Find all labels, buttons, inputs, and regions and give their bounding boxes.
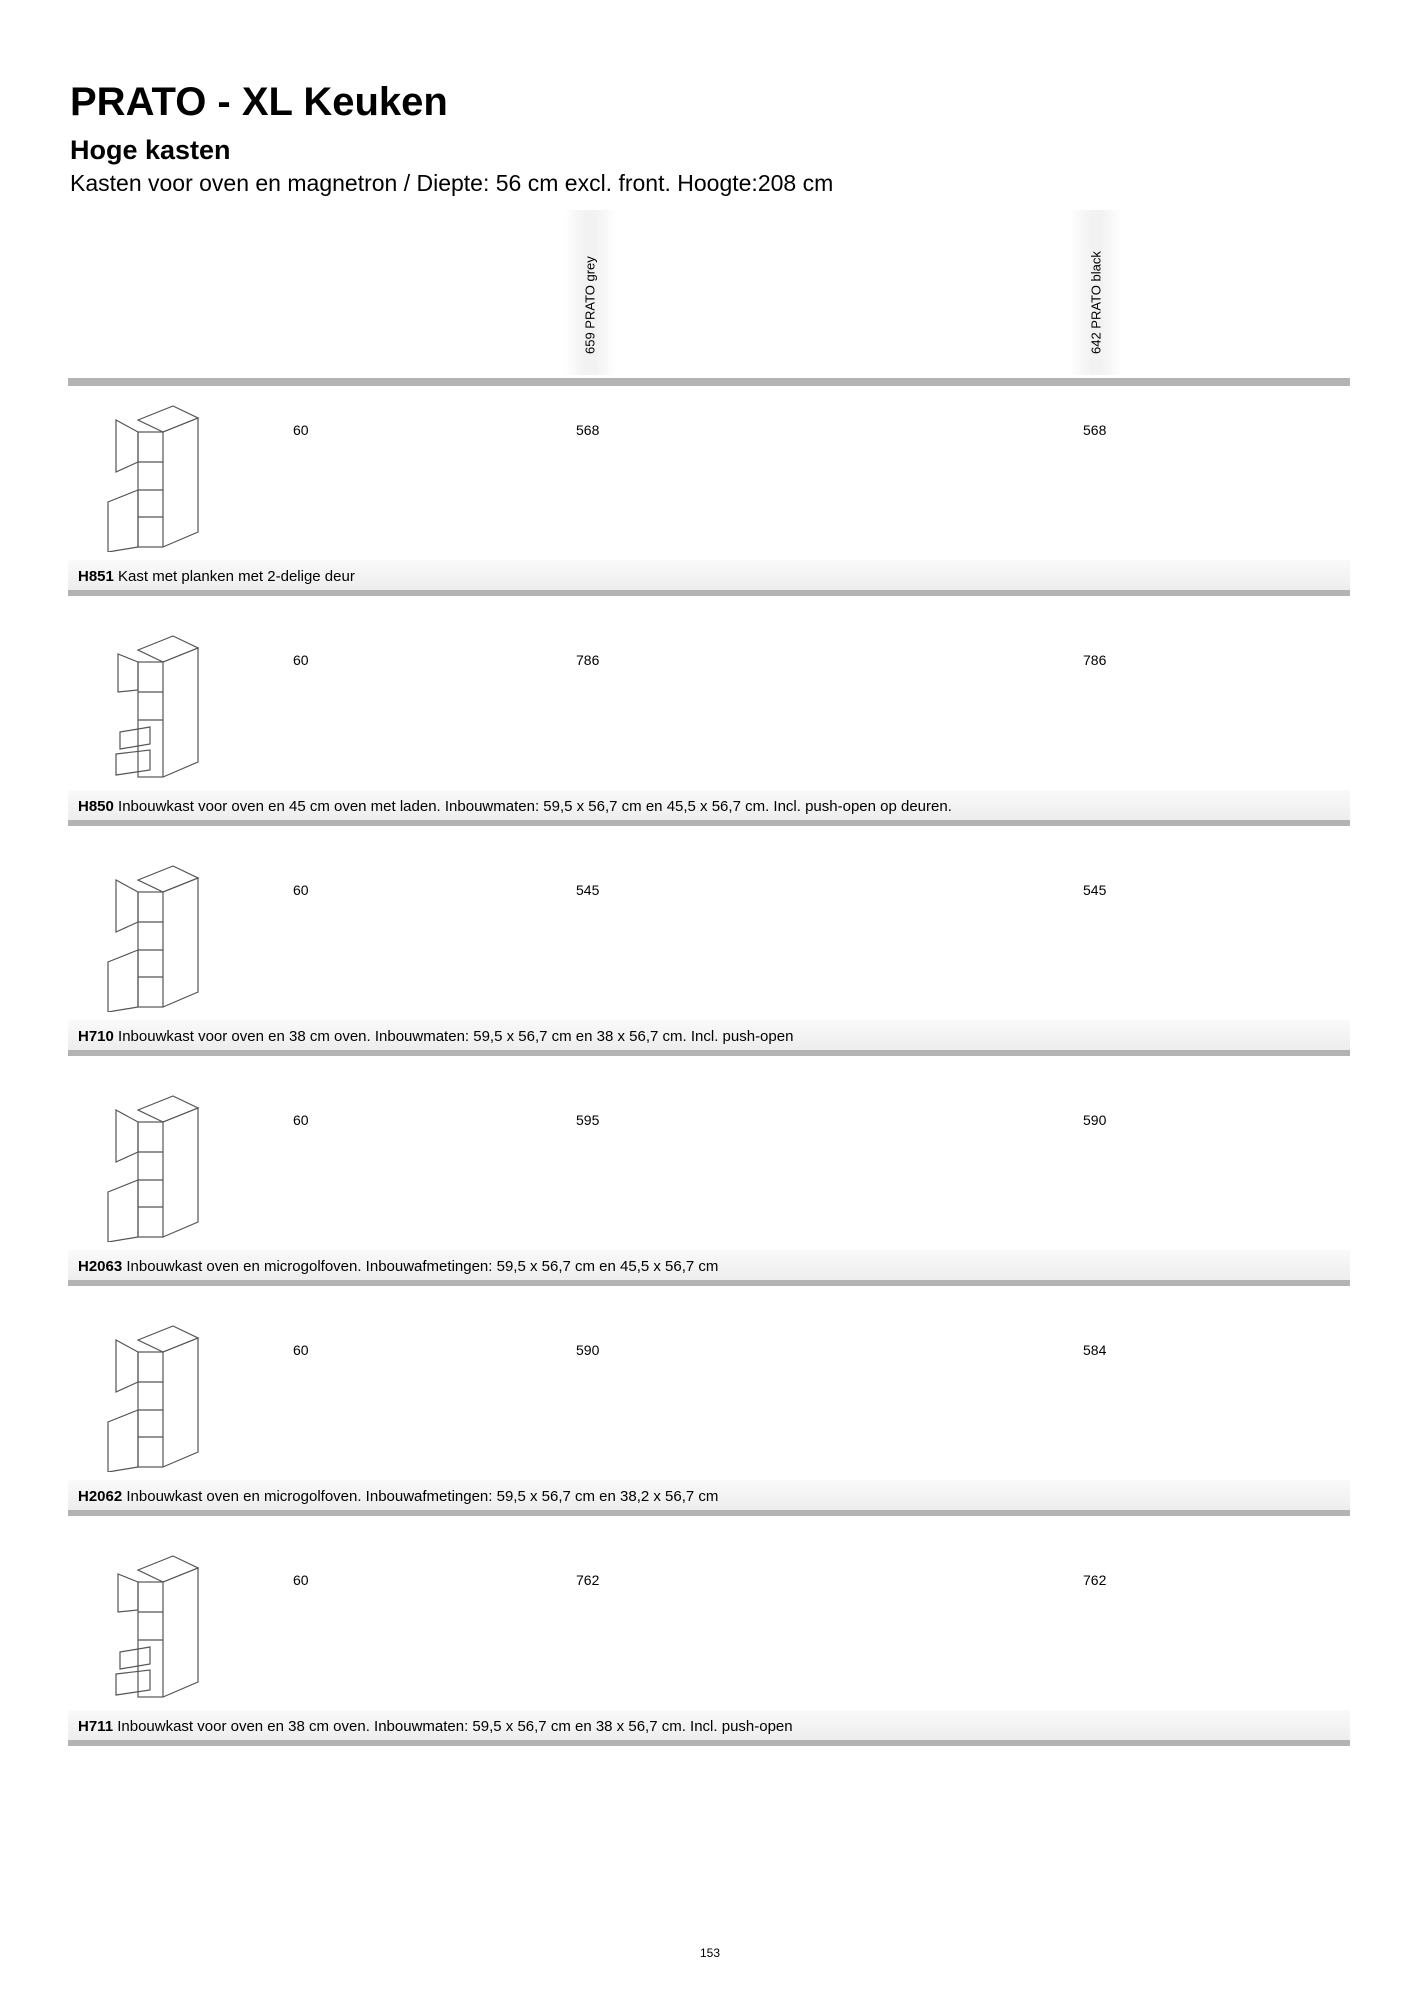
price-black: 590 (1083, 1112, 1107, 1128)
product-label-bar (68, 560, 1350, 590)
section-subtitle: Hoge kasten (70, 135, 231, 165)
product-row (68, 392, 1350, 607)
product-label (78, 1718, 793, 1735)
product-row (68, 622, 1350, 837)
product-code: H711 (78, 1718, 114, 1735)
tall-cabinet-drawers-icon (98, 632, 208, 782)
price-grey: 786 (576, 652, 600, 668)
product-code: H2062 (78, 1488, 123, 1505)
price-grey: 762 (576, 1572, 600, 1588)
product-code: H2063 (78, 1258, 123, 1275)
product-description: Inbouwkast oven en microgolfoven. Inbouwafmetingen: 59,5 x 56,7 cm en 38,2 x 56,7 cm (126, 1488, 719, 1505)
product-code: H710 (78, 1028, 114, 1045)
row-divider (68, 1740, 1350, 1746)
price-black: 584 (1083, 1342, 1107, 1358)
page-number: 153 (700, 1946, 721, 1960)
product-label (78, 798, 952, 815)
page-title: PRATO - XL Keuken (70, 80, 448, 124)
width-value: 60 (293, 652, 309, 668)
product-label (78, 1488, 718, 1505)
tall-cabinet-two-doors-icon (98, 1322, 208, 1472)
product-row (68, 1312, 1350, 1527)
product-description: Inbouwkast voor oven en 45 cm oven met laden. Inbouwmaten: 59,5 x 56,7 cm en 45,5 x 56,7 cm. Incl. push-open op deuren. (118, 798, 952, 815)
price-grey: 545 (576, 882, 600, 898)
row-divider (68, 820, 1350, 826)
column-header-grey (564, 210, 616, 375)
row-divider (68, 1510, 1350, 1516)
product-label (78, 568, 355, 585)
price-grey: 595 (576, 1112, 600, 1128)
product-code: H851 (78, 568, 114, 585)
price-black: 545 (1083, 882, 1107, 898)
product-label-bar (68, 1710, 1350, 1740)
product-label-bar (68, 1480, 1350, 1510)
product-label-bar (68, 790, 1350, 820)
width-value: 60 (293, 422, 309, 438)
product-label-bar (68, 1250, 1350, 1280)
price-black: 786 (1083, 652, 1107, 668)
column-header-black-label: 642 PRATO black (1088, 251, 1104, 354)
price-black: 568 (1083, 422, 1107, 438)
price-grey: 590 (576, 1342, 600, 1358)
tall-cabinet-two-doors-icon (98, 1092, 208, 1242)
product-description: Inbouwkast voor oven en 38 cm oven. Inbouwmaten: 59,5 x 56,7 cm en 38 x 56,7 cm. Incl. push-open (117, 1718, 793, 1735)
product-row (68, 1542, 1350, 1757)
product-label-bar (68, 1020, 1350, 1050)
tall-cabinet-drawers-icon (98, 1552, 208, 1702)
product-row (68, 1082, 1350, 1297)
width-value: 60 (293, 1342, 309, 1358)
product-code: H850 (78, 798, 114, 815)
tall-cabinet-two-doors-icon (98, 402, 208, 552)
row-divider (68, 590, 1350, 596)
tall-cabinet-two-doors-icon (98, 862, 208, 1012)
price-black: 762 (1083, 1572, 1107, 1588)
price-grey: 568 (576, 422, 600, 438)
header-divider (68, 378, 1350, 386)
width-value: 60 (293, 1112, 309, 1128)
product-description: Kast met planken met 2-delige deur (118, 568, 355, 585)
product-row (68, 852, 1350, 1067)
product-label (78, 1258, 718, 1275)
width-value: 60 (293, 1572, 309, 1588)
row-divider (68, 1280, 1350, 1286)
column-header-black (1070, 210, 1122, 375)
product-label (78, 1028, 793, 1045)
product-description: Inbouwkast voor oven en 38 cm oven. Inbouwmaten: 59,5 x 56,7 cm en 38 x 56,7 cm. Incl. push-open (118, 1028, 794, 1045)
row-divider (68, 1050, 1350, 1056)
column-header-grey-label: 659 PRATO grey (582, 256, 598, 354)
section-description: Kasten voor oven en magnetron / Diepte: 56 cm excl. front. Hoogte:208 cm (70, 170, 834, 196)
width-value: 60 (293, 882, 309, 898)
product-description: Inbouwkast oven en microgolfoven. Inbouwafmetingen: 59,5 x 56,7 cm en 45,5 x 56,7 cm (126, 1258, 719, 1275)
